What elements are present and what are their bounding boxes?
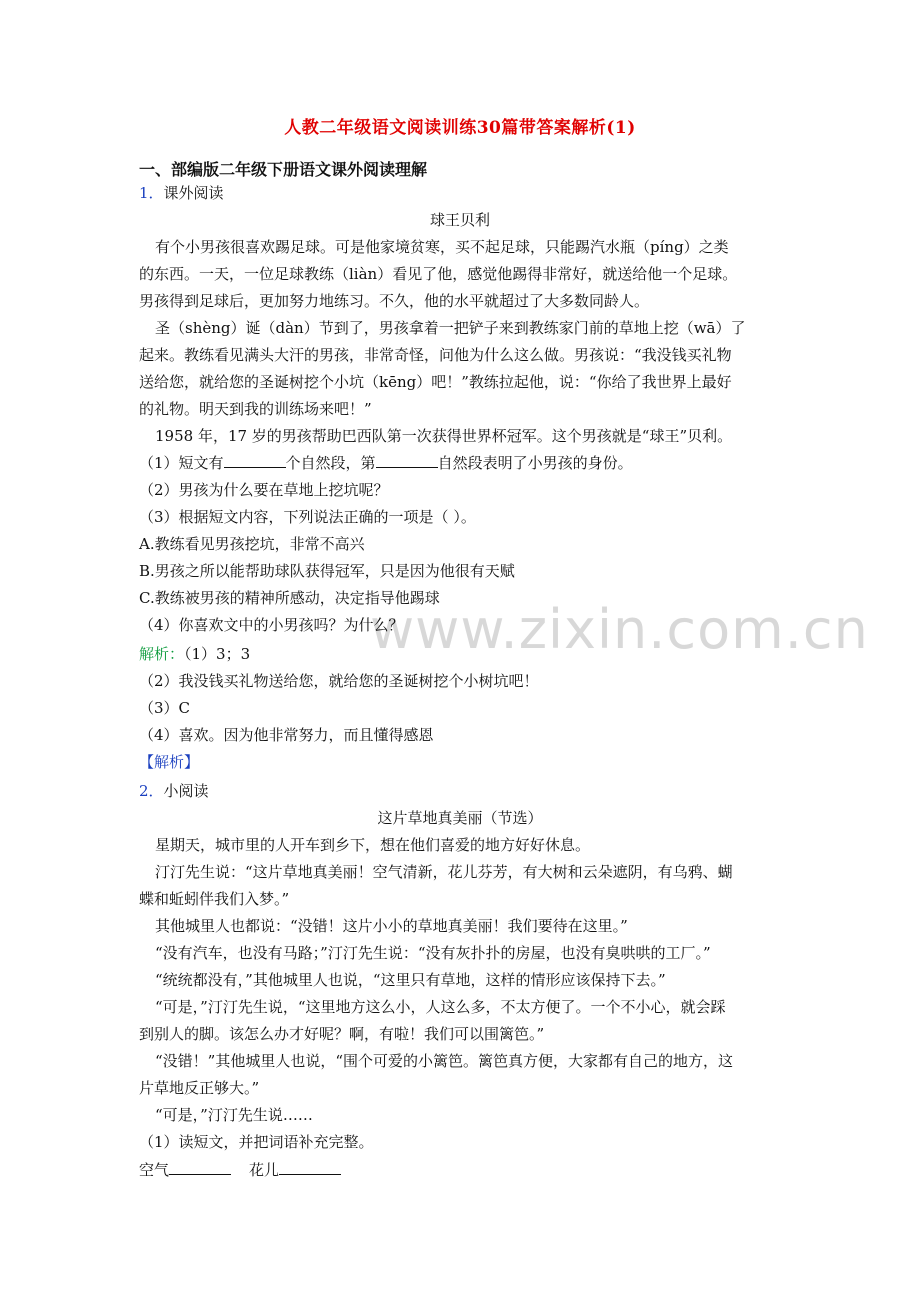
watermark: www.zixin.com.cn bbox=[370, 598, 869, 661]
section-heading: 一、部编版二年级下册语文课外阅读理解 bbox=[139, 160, 428, 179]
passage-line: 的礼物。明天到我的训练场来吧！” bbox=[139, 400, 372, 418]
question-item: （1）读短文，并把词语补充完整。 bbox=[139, 1133, 374, 1151]
question-text: 个自然段，第 bbox=[285, 454, 376, 472]
passage-line: 男孩得到足球后，更加努力地练习。不久，他的水平就超过了大多数同龄人。 bbox=[139, 292, 650, 310]
passage-line: 星期天，城市里的人开车到乡下，想在他们喜爱的地方好好休息。 bbox=[155, 836, 591, 854]
question-1-header bbox=[139, 183, 224, 203]
answer-blank[interactable] bbox=[376, 453, 438, 468]
question-number: 1． bbox=[139, 184, 164, 202]
fill-in-line bbox=[139, 1160, 341, 1180]
passage-line: 蝶和蚯蚓伴我们入梦。” bbox=[139, 890, 290, 908]
answer-blank[interactable] bbox=[279, 1160, 341, 1175]
question-number: 2． bbox=[139, 782, 164, 800]
answer-line bbox=[139, 644, 250, 664]
answer-line: （3）C bbox=[139, 699, 191, 717]
answer-line: （4）喜欢。因为他非常努力，而且懂得感恩 bbox=[139, 726, 434, 744]
passage-line: 到别人的脚。该怎么办才好呢？啊，有啦！我们可以围篱笆。” bbox=[139, 1025, 545, 1043]
passage-title: 球王贝利 bbox=[429, 211, 490, 229]
fill-word: 花儿 bbox=[249, 1161, 280, 1179]
passage-line: 送给您，就给您的圣诞树挖个小坑（kēng）吧！”教练拉起他，说：“你给了我世界上最好 bbox=[139, 373, 732, 391]
document-title: 人教二年级语文阅读训练30篇带答案解析(1) bbox=[284, 118, 636, 138]
passage-line: 汀汀先生说：“这片草地真美丽！空气清新，花儿芬芳，有大树和云朵遮阴，有乌鸦、蝴 bbox=[155, 863, 733, 881]
option-a: A.教练看见男孩挖坑，非常不高兴 bbox=[139, 535, 365, 553]
question-label: 课外阅读 bbox=[163, 184, 224, 202]
answer-text: （1）3；3 bbox=[184, 645, 251, 663]
passage-line: “没有汽车，也没有马路；”汀汀先生说：“没有灰扑扑的房屋，也没有臭哄哄的工厂。” bbox=[155, 944, 711, 962]
passage-line: “可是，”汀汀先生说，“这里地方这么小，人这么多，不太方便了。一个不小心，就会踩 bbox=[155, 998, 726, 1016]
option-c: C.教练被男孩的精神所感动，决定指导他踢球 bbox=[139, 589, 440, 607]
question-text: （1）短文有 bbox=[139, 454, 224, 472]
passage-line: “没错！”其他城里人也说，“围个可爱的小篱笆。篱笆真方便，大家都有自己的地方，这 bbox=[155, 1052, 734, 1070]
passage-line: 的东西。一天，一位足球教练（liàn）看见了他，感觉他踢得非常好，就送给他一个足球。 bbox=[139, 265, 738, 283]
answer-label: 解析： bbox=[139, 645, 185, 663]
passage-line: “可是，”汀汀先生说…… bbox=[155, 1106, 313, 1124]
passage-line: 起来。教练看见满头大汗的男孩，非常奇怪，问他为什么这么做。男孩说：“我没钱买礼物 bbox=[139, 346, 732, 364]
answer-blank[interactable] bbox=[169, 1160, 231, 1175]
question-item: （2）男孩为什么要在草地上挖坑呢？ bbox=[139, 481, 389, 499]
question-item: （4）你喜欢文中的小男孩吗？为什么？ bbox=[139, 616, 404, 634]
analysis-tag: 【解析】 bbox=[139, 753, 200, 771]
passage-line: 圣（shèng）诞（dàn）节到了，男孩拿着一把铲子来到教练家门前的草地上挖（wā）了 bbox=[155, 319, 746, 337]
answer-line: （2）我没钱买礼物送给您，就给您的圣诞树挖个小树坑吧！ bbox=[139, 672, 539, 690]
passage-title: 这片草地真美丽（节选） bbox=[377, 809, 543, 827]
passage-line: 有个小男孩很喜欢踢足球。可是他家境贫寒，买不起足球，只能踢汽水瓶（píng）之类 bbox=[155, 238, 729, 256]
passage-line: 其他城里人也都说：“没错！这片小小的草地真美丽！我们要待在这里。” bbox=[155, 917, 628, 935]
question-item bbox=[139, 453, 633, 473]
question-2-header bbox=[139, 781, 209, 801]
answer-blank[interactable] bbox=[224, 453, 286, 468]
question-text: 自然段表明了小男孩的身份。 bbox=[437, 454, 633, 472]
passage-line: 片草地反正够大。” bbox=[139, 1079, 260, 1097]
question-label: 小阅读 bbox=[163, 782, 209, 800]
passage-line: 1958 年，17 岁的男孩帮助巴西队第一次获得世界杯冠军。这个男孩就是“球王”贝利。 bbox=[155, 427, 733, 445]
fill-word: 空气 bbox=[139, 1161, 170, 1179]
option-b: B.男孩之所以能帮助球队获得冠军，只是因为他很有天赋 bbox=[139, 562, 515, 580]
question-item: （3）根据短文内容，下列说法正确的一项是（ ）。 bbox=[139, 508, 476, 526]
passage-line: “统统都没有，”其他城里人也说，“这里只有草地，这样的情形应该保持下去。” bbox=[155, 971, 666, 989]
